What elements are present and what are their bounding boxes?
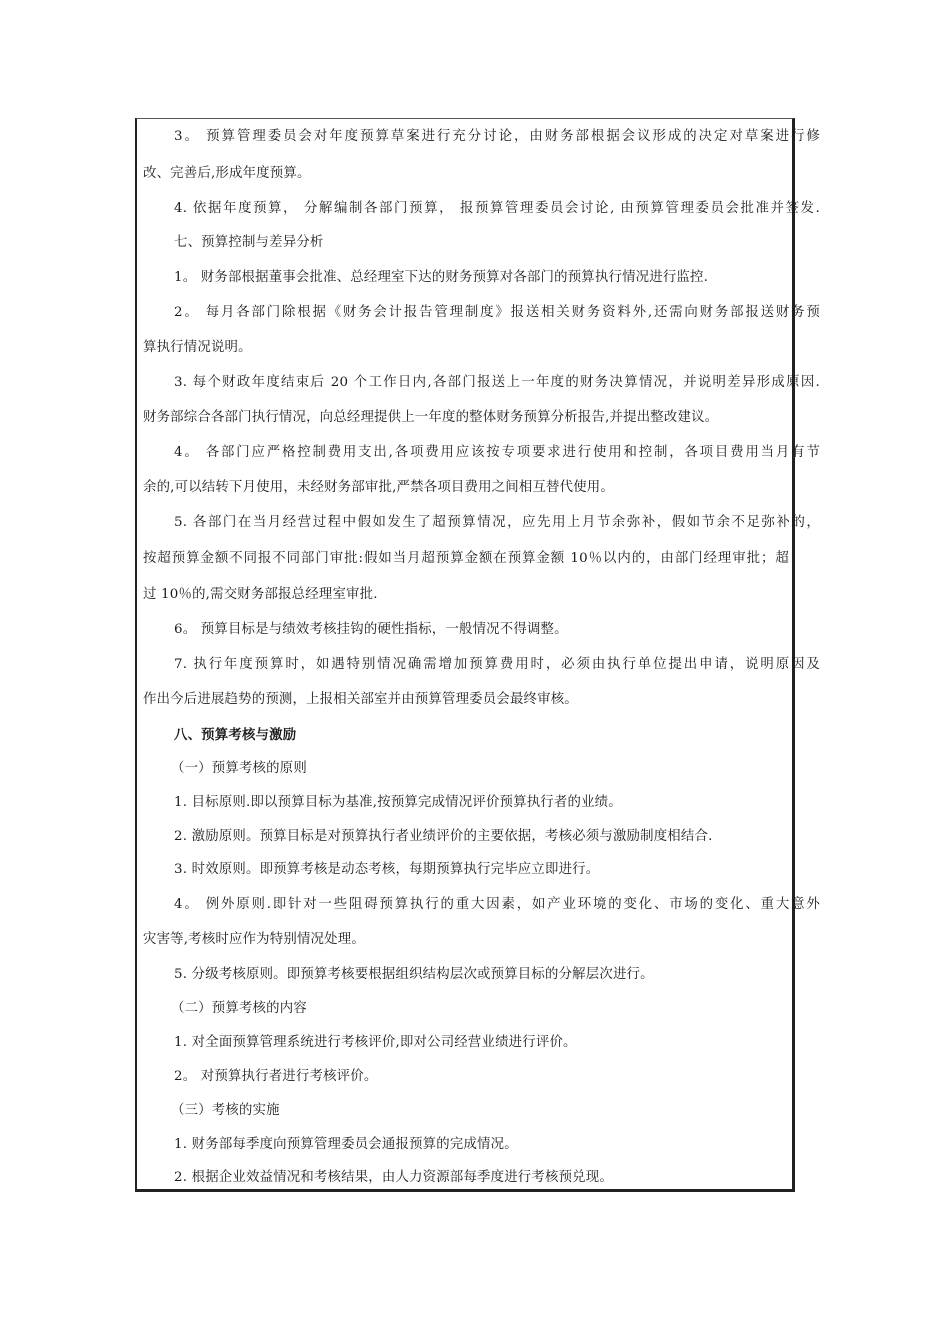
paragraph-line: 2。 每月各部门除根据《财务会计报告管理制度》报送相关财务资料外,还需向财务部报送财务预 xyxy=(174,305,820,320)
paragraph-line: 灾害等,考核时应作为特别情况处理。 xyxy=(143,932,365,947)
paragraph-line: 财务部综合各部门执行情况，向总经理提供上一年度的整体财务预算分析报告,并提出整改建议。 xyxy=(143,410,719,425)
paragraph-line: 3. 每个财政年度结束后 20 个工作日内,各部门报送上一年度的财务决算情况，并说明差异形成原因. xyxy=(174,375,820,390)
paragraph-line: 5. 各部门在当月经营过程中假如发生了超预算情况，应先用上月节余弥补，假如节余不足弥补的， xyxy=(174,515,820,530)
paragraph-line: 算执行情况说明。 xyxy=(143,340,252,355)
paragraph-line: 5. 分级考核原则。即预算考核要根据组织结构层次或预算目标的分解层次进行。 xyxy=(174,967,654,982)
paragraph-line: 4. 依据年度预算， 分解编制各部门预算， 报预算管理委员会讨论, 由预算管理委员会批准并签发. xyxy=(174,201,820,216)
paragraph-line: 4。 各部门应严格控制费用支出,各项费用应该按专项要求进行使用和控制，各项目费用当月有节 xyxy=(174,445,820,460)
subsection-heading: （三）考核的实施 xyxy=(171,1103,280,1118)
paragraph-line: 1. 财务部每季度向预算管理委员会通报预算的完成情况。 xyxy=(174,1137,518,1152)
subsection-heading: （二）预算考核的内容 xyxy=(171,1001,307,1016)
subsection-heading: （一）预算考核的原则 xyxy=(171,761,307,776)
paragraph-line: 2. 根据企业效益情况和考核结果，由人力资源部每季度进行考核预兑现。 xyxy=(174,1170,613,1185)
paragraph-line: 过 10％的,需交财务部报总经理室审批. xyxy=(143,587,378,602)
paragraph-line: 3. 时效原则。即预算考核是动态考核，每期预算执行完毕应立即进行。 xyxy=(174,862,600,877)
paragraph-line: 6。 预算目标是与绩效考核挂钩的硬性指标，一般情况不得调整。 xyxy=(174,622,568,637)
paragraph-line: 7. 执行年度预算时，如遇特别情况确需增加预算费用时，必须由执行单位提出申请，说明原因及 xyxy=(174,657,820,672)
paragraph-line: 2. 激励原则。预算目标是对预算执行者业绩评价的主要依据，考核必须与激励制度相结合. xyxy=(174,829,713,844)
section-heading: 七、预算控制与差异分析 xyxy=(174,235,324,250)
paragraph-line: 作出今后进展趋势的预测，上报相关部室并由预算管理委员会最终审核。 xyxy=(143,692,578,707)
paragraph-line: 1. 对全面预算管理系统进行考核评价,即对公司经营业绩进行评价。 xyxy=(174,1035,577,1050)
paragraph-line: 1。 财务部根据董事会批准、总经理室下达的财务预算对各部门的预算执行情况进行监控. xyxy=(174,270,709,285)
paragraph-line: 改、完善后,形成年度预算。 xyxy=(143,166,311,181)
paragraph-line: 2。 对预算执行者进行考核评价。 xyxy=(174,1069,378,1084)
section-heading: 八、预算考核与激励 xyxy=(174,727,297,743)
paragraph-line: 1. 目标原则.即以预算目标为基准,按预算完成情况评价预算执行者的业绩。 xyxy=(174,795,622,810)
paragraph-line: 3。 预算管理委员会对年度预算草案进行充分讨论，由财务部根据会议形成的决定对草案进行修 xyxy=(174,129,820,144)
paragraph-line: 余的,可以结转下月使用，未经财务部审批,严禁各项目费用之间相互替代使用。 xyxy=(143,480,614,495)
paragraph-line: 按超预算金额不同报不同部门审批:假如当月超预算金额在预算金额 10％以内的，由部门经理审批；超 xyxy=(143,551,789,566)
paragraph-line: 4。 例外原则.即针对一些阻碍预算执行的重大因素，如产业环境的变化、市场的变化、重大意外 xyxy=(174,897,820,912)
